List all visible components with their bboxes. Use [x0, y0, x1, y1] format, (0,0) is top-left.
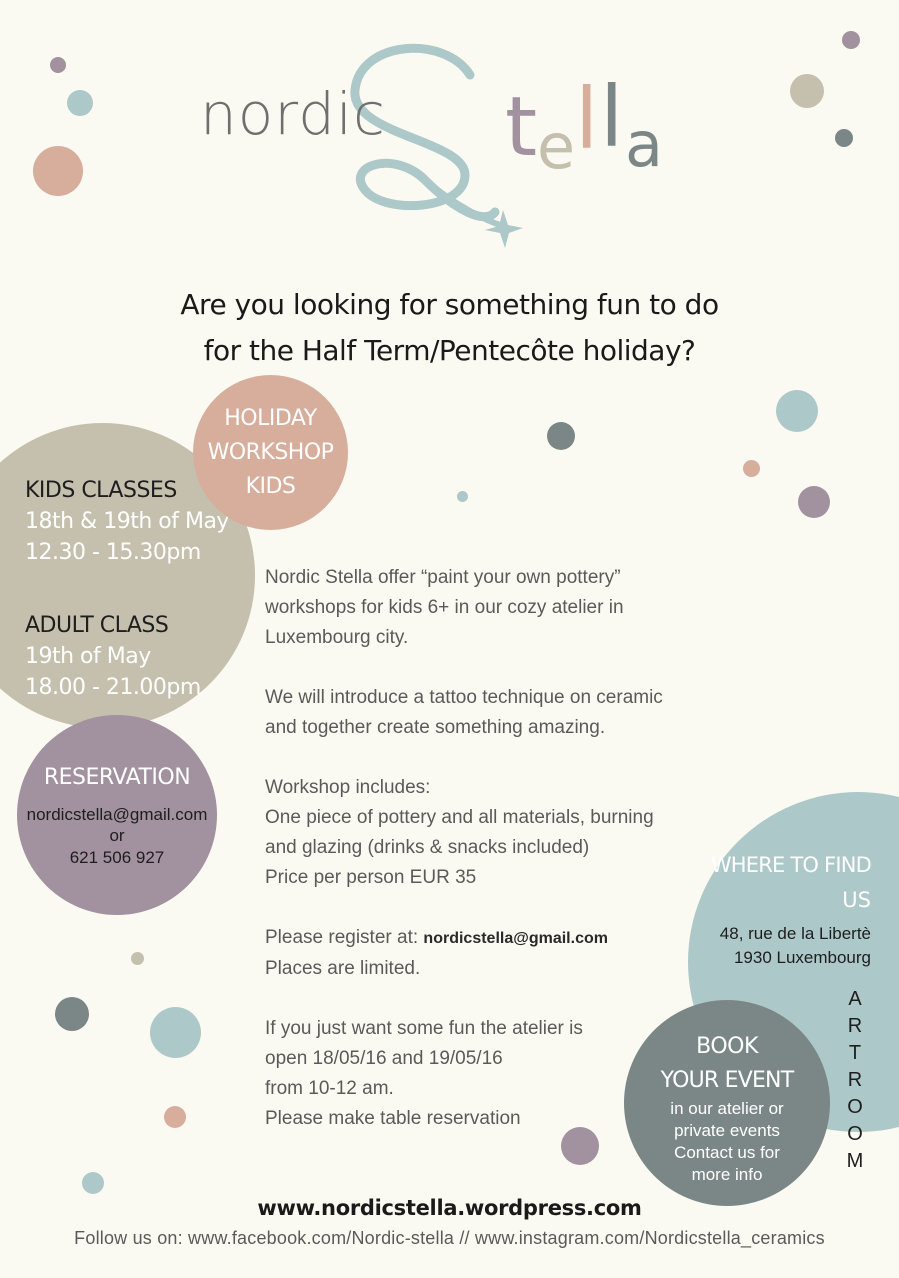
artroom-letter: M	[846, 1150, 864, 1172]
body-line: from 10-12 am.	[265, 1078, 394, 1099]
decor-dot	[33, 146, 83, 196]
decor-dot	[67, 90, 93, 116]
headline-line: Are you looking for something fun to do	[180, 288, 719, 321]
book-line: private events	[674, 1121, 780, 1140]
holiday-workshop-badge	[193, 375, 348, 530]
body-line: open 18/05/16 and 19/05/16	[265, 1048, 503, 1069]
decor-dot	[790, 74, 824, 108]
logo-letter: l	[575, 70, 599, 168]
body-line: Price per person EUR 35	[265, 867, 477, 888]
reservation-phone: 621 506 927	[69, 848, 165, 867]
reservation-title: RESERVATION	[43, 765, 191, 790]
decor-dot	[457, 491, 468, 502]
book-event-circle	[624, 1000, 830, 1206]
body-line: If you just want some fun the atelier is	[265, 1018, 583, 1039]
decor-dot	[547, 422, 575, 450]
decor-dot	[798, 486, 830, 518]
address-line: 48, rue de la Libertè	[719, 924, 871, 943]
logo-word-nordic: nordic	[200, 80, 386, 148]
artroom-letter: R	[847, 1015, 863, 1037]
decor-dot	[55, 997, 89, 1031]
body-line: workshops for kids 6+ in our cozy atelier in	[265, 597, 624, 618]
body-line: Please make table reservation	[265, 1108, 521, 1129]
decor-dot	[50, 57, 66, 73]
artroom-letter: O	[847, 1123, 863, 1145]
artroom-vertical-text	[843, 986, 867, 1175]
headline-line: for the Half Term/Pentecôte holiday?	[203, 334, 696, 367]
artroom-letter: R	[847, 1069, 863, 1091]
register-paragraph	[265, 923, 725, 984]
body-line: and together create something amazing.	[265, 717, 606, 738]
decor-dot	[776, 390, 818, 432]
logo	[195, 40, 685, 260]
logo-letter: e	[537, 110, 576, 183]
technique-paragraph	[265, 683, 725, 743]
places-limited-text: Places are limited.	[265, 958, 421, 979]
body-line: Nordic Stella offer “paint your own pottery”	[265, 567, 621, 588]
badge-line: WORKSHOP	[207, 439, 334, 465]
book-line: Contact us for	[674, 1143, 780, 1162]
body-line: We will introduce a tattoo technique on ceramic	[265, 687, 663, 708]
decor-dot	[164, 1106, 186, 1128]
includes-paragraph	[265, 773, 725, 893]
register-prefix: Please register at:	[265, 927, 424, 948]
artroom-letter: O	[847, 1096, 863, 1118]
address-line: 1930 Luxembourg	[733, 948, 871, 967]
book-line: in our atelier or	[670, 1099, 784, 1118]
body-line: One piece of pottery and all materials, burning	[265, 807, 654, 828]
logo-letter: t	[505, 80, 538, 175]
where-title: US	[842, 888, 871, 912]
decor-dot	[835, 129, 853, 147]
decor-dot	[150, 1007, 201, 1058]
where-to-find-info	[690, 848, 871, 970]
decor-dot	[131, 952, 144, 965]
decor-dot	[743, 460, 760, 477]
social-follow-text: Follow us on: www.facebook.com/Nordic-stella // www.instagram.com/Nordicstella_ceramics	[74, 1228, 825, 1248]
adult-class-title: ADULT CLASS	[25, 613, 169, 638]
kids-classes-title: KIDS CLASSES	[25, 478, 177, 503]
badge-line: KIDS	[245, 473, 296, 499]
kids-classes-date: 18th & 19th of May	[25, 509, 229, 534]
reservation-or: or	[109, 826, 125, 845]
book-line: more info	[691, 1165, 763, 1184]
register-email-link[interactable]: nordicstella@gmail.com	[423, 930, 608, 947]
decor-dot	[842, 31, 860, 49]
artroom-letter: A	[848, 988, 862, 1010]
book-title: BOOK	[696, 1034, 758, 1059]
adult-class-date: 19th of May	[25, 644, 151, 669]
kids-classes-time: 12.30 - 15.30pm	[25, 540, 201, 565]
body-line: Workshop includes:	[265, 777, 431, 798]
adult-class-time: 18.00 - 21.00pm	[25, 675, 201, 700]
reservation-circle	[17, 715, 217, 915]
artroom-letter: T	[848, 1042, 862, 1064]
headline	[0, 282, 899, 374]
body-line: and glazing (drinks & snacks included)	[265, 837, 590, 858]
decor-dot	[82, 1172, 104, 1194]
where-title: WHERE TO FIND	[710, 853, 871, 877]
badge-line: HOLIDAY	[224, 405, 317, 431]
reservation-email[interactable]: nordicstella@gmail.com	[26, 805, 208, 824]
book-title: YOUR EVENT	[660, 1068, 794, 1093]
intro-paragraph	[265, 563, 725, 653]
website-link[interactable]: www.nordicstella.wordpress.com	[257, 1196, 642, 1220]
logo-letter: a	[625, 108, 663, 181]
logo-letter: l	[600, 68, 624, 166]
body-line: Luxembourg city.	[265, 627, 409, 648]
